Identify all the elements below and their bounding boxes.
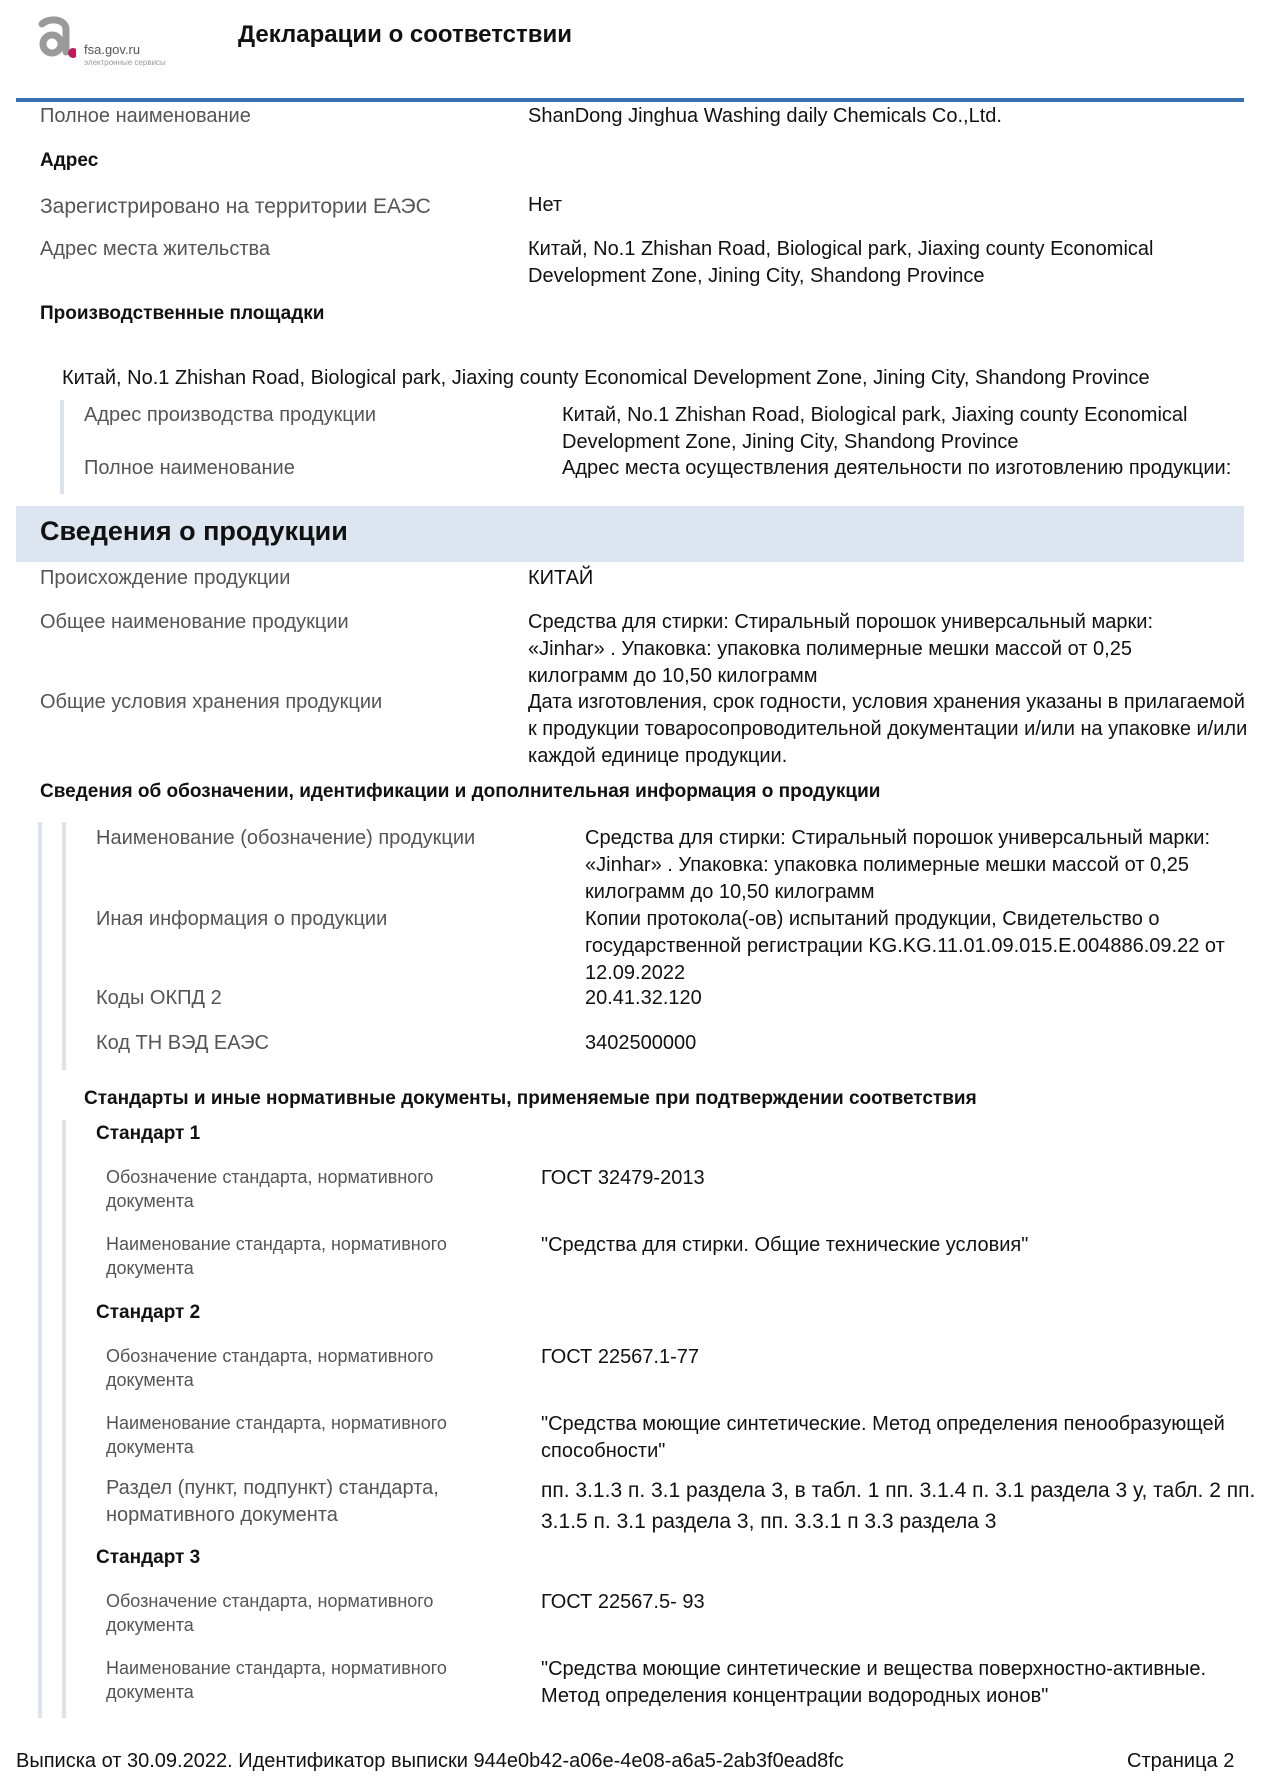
standards-indent-bar xyxy=(62,1120,66,1718)
ident-heading: Сведения об обозначении, идентификации и дополнительная информация о продукции xyxy=(40,781,881,802)
standard-2-designation-value: ГОСТ 22567.1-77 xyxy=(541,1346,700,1368)
general-name-value: Средства для стирки: Стиральный порошок универсальный марки: «Jinhar» . Упаковка: упаковка полимерные мешки массой от 0,25 килограмм до 10,50 килограмм xyxy=(528,611,1154,687)
ident-indent-bar xyxy=(38,822,42,1718)
standard-2-title: Стандарт 2 xyxy=(96,1302,201,1323)
site-indent-bar xyxy=(60,400,64,494)
standard-2-section-label: Раздел (пункт, подпункт) стандарта, нормативного документа xyxy=(106,1477,439,1526)
ident-name-value: Средства для стирки: Стиральный порошок универсальный марки: «Jinhar» . Упаковка: упаковка полимерные мешки массой от 0,25 килограмм до 10,50 килограмм xyxy=(585,827,1211,903)
full-name-label: Полное наименование xyxy=(40,105,251,127)
logo-site: fsa.gov.ru xyxy=(84,42,141,57)
storage-value: Дата изготовления, срок годности, условия хранения указаны в прилагаемой к продукции товаросопроводительной документации и/или на упаковке и/или каждой единице продукции. xyxy=(528,691,1248,767)
logo-mark-icon xyxy=(34,16,76,60)
standard-1-designation-label: Обозначение стандарта, нормативного документа xyxy=(106,1167,434,1211)
residence-value: Китай, No.1 Zhishan Road, Biological park, Jiaxing county Economical Development Zone, Jining City, Shandong Province xyxy=(528,238,1154,287)
footer-statement: Выписка от 30.09.2022. Идентификатор выписки 944e0b42-a06e-4e08-a6a5-2ab3f0ead8fc xyxy=(16,1750,844,1772)
ident-inner-bar xyxy=(62,822,66,1070)
site-full-name-label: Полное наименование xyxy=(84,457,295,479)
okpd-value: 20.41.32.120 xyxy=(585,987,702,1009)
general-name-label: Общее наименование продукции xyxy=(40,611,349,633)
standard-3-designation-label: Обозначение стандарта, нормативного документа xyxy=(106,1591,434,1635)
address-heading: Адрес xyxy=(40,150,99,171)
product-section-title: Сведения о продукции xyxy=(40,516,348,546)
standard-2-section-value: пп. 3.1.3 п. 3.1 раздела 3, в табл. 1 пп. 3.1.4 п. 3.1 раздела 3 у, табл. 2 пп. 3.1.5 п. 3.1 раздела 3, пп. 3.3.1 п 3.3 раздела 3 xyxy=(541,1479,1256,1533)
registered-value: Нет xyxy=(528,194,563,216)
standard-1-name-label: Наименование стандарта, нормативного документа xyxy=(106,1234,447,1278)
standard-3-title: Стандарт 3 xyxy=(96,1547,201,1568)
ident-other-label: Иная информация о продукции xyxy=(96,908,388,930)
origin-label: Происхождение продукции xyxy=(40,567,291,589)
standard-1-name-value: "Средства для стирки. Общие технические условия" xyxy=(541,1234,1029,1256)
standard-2-designation-label: Обозначение стандарта, нормативного документа xyxy=(106,1346,434,1390)
site-title: Китай, No.1 Zhishan Road, Biological park, Jiaxing county Economical Development Zone, Jining City, Shandong Province xyxy=(62,367,1150,389)
sites-heading: Производственные площадки xyxy=(40,303,325,324)
residence-label: Адрес места жительства xyxy=(40,238,271,260)
standard-2-name-value: "Средства моющие синтетические. Метод определения пенообразующей способности" xyxy=(541,1413,1225,1462)
standard-3-designation-value: ГОСТ 22567.5- 93 xyxy=(541,1591,705,1613)
standard-1-title: Стандарт 1 xyxy=(96,1123,201,1144)
ident-other-value: Копии протокола(-ов) испытаний продукции, Свидетельство о государственной регистрации KG.KG.11.01.09.015.E.004886.09.22 от 12.09.2022 xyxy=(585,908,1225,984)
standards-heading: Стандарты и иные нормативные документы, применяемые при подтверждении соответствия xyxy=(84,1088,977,1109)
site-address-label: Адрес производства продукции xyxy=(84,404,377,426)
okpd-label: Коды ОКПД 2 xyxy=(96,987,222,1009)
ident-name-label: Наименование (обозначение) продукции xyxy=(96,827,476,849)
tnved-value: 3402500000 xyxy=(585,1032,697,1054)
fsa-logo[interactable] xyxy=(34,16,194,72)
registered-label: Зарегистрировано на территории ЕАЭС xyxy=(40,195,431,218)
standard-2-name-label: Наименование стандарта, нормативного документа xyxy=(106,1413,447,1457)
storage-label: Общие условия хранения продукции xyxy=(40,691,383,713)
standard-3-name-value: "Средства моющие синтетические и вещества поверхностно-активные. Метод определения концентрации водородных ионов" xyxy=(541,1658,1207,1707)
origin-value: КИТАЙ xyxy=(528,567,594,589)
header-rule xyxy=(16,98,1244,102)
standard-1-designation-value: ГОСТ 32479-2013 xyxy=(541,1167,705,1189)
standard-3-name-label: Наименование стандарта, нормативного документа xyxy=(106,1658,447,1702)
logo-subtitle: электронные сервисы xyxy=(84,58,166,67)
page-title: Декларации о соответствии xyxy=(238,21,572,48)
full-name-value: ShanDong Jinghua Washing daily Chemicals Co.,Ltd. xyxy=(528,105,1002,127)
tnved-label: Код ТН ВЭД ЕАЭС xyxy=(96,1032,269,1054)
site-address-value: Китай, No.1 Zhishan Road, Biological park, Jiaxing county Economical Development Zone, Jining City, Shandong Province xyxy=(562,404,1188,453)
footer-page-number: Страница 2 xyxy=(1127,1750,1235,1772)
site-full-name-value: Адрес места осуществления деятельности по изготовлению продукции: xyxy=(562,457,1232,479)
